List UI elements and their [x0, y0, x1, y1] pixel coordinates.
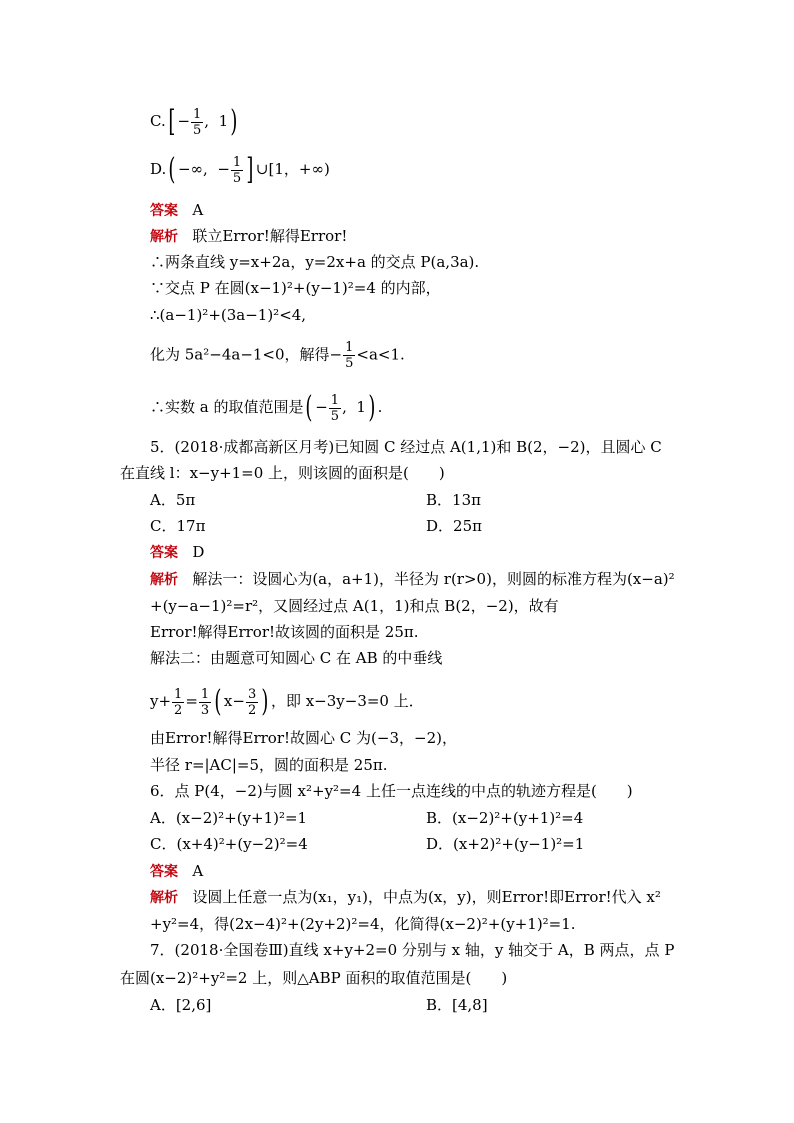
q6-option-b: B．(x−2)²+(y+1)²=4: [426, 809, 584, 827]
q5-option-b: B．13π: [426, 491, 481, 509]
q5-analysis-6: 由Error!解得Error!故圆心 C 为(−3，−2)，: [150, 729, 457, 747]
analysis-label: 解析: [150, 890, 178, 906]
q7-stem-1: 7．(2018·全国卷Ⅲ)直线 x+y+2=0 分别与 x 轴，y 轴交于 A，B 两点，点 P: [150, 941, 675, 959]
q5-analysis-7: 半径 r=|AC|=5，圆的面积是 25π.: [150, 756, 388, 774]
q4-analysis-4: ∴(a−1)²+(3a−1)²<4,: [150, 306, 307, 324]
q5-analysis-2: +(y−a−1)²=r²，又圆经过点 A(1，1)和点 B(2，−2)，故有: [150, 597, 559, 615]
q5-option-d: D．25π: [426, 517, 482, 535]
q5-analysis-4: 解法二：由题意可知圆心 C 在 AB 的中垂线: [150, 649, 443, 667]
analysis-label: 解析: [150, 229, 178, 245]
q6-option-a: A．(x−2)²+(y+1)²=1: [150, 809, 308, 827]
q4-analysis-3: ∵交点 P 在圆(x−1)²+(y−1)²=4 的内部，: [150, 279, 441, 297]
q6-option-d: D．(x+2)²+(y−1)²=1: [426, 835, 585, 853]
q5-analysis-3: Error!解得Error!故该圆的面积是 25π.: [150, 623, 419, 641]
q4-answer: 答案 A: [150, 201, 204, 219]
q6-stem: 6．点 P(4，−2)与圆 x²+y²=4 上任一点连线的中点的轨迹方程是( ): [150, 782, 633, 800]
q6-answer: 答案 A: [150, 862, 204, 880]
q6-analysis-2: +y²=4，得(2x−4)²+(2y+2)²=4，化简得(x−2)²+(y+1)²=1.: [150, 915, 576, 933]
q4-option-c: C.[ − $\frac{1}{5}$ , 1): [150, 104, 238, 139]
q7-option-a: A．[2,6]: [150, 996, 212, 1014]
analysis-label: 解析: [150, 572, 178, 588]
q5-stem-2: 在直线 l：x−y+1=0 上，则该圆的面积是( ): [120, 464, 445, 482]
answer-label: 答案: [150, 545, 178, 561]
q4-option-d: D.( −∞, − $\frac{1}{5}$ ] ∪[1，+∞): [150, 152, 330, 187]
q7-option-b: B．[4,8]: [426, 996, 488, 1014]
q4-analysis-1: 解析 联立Error!解得Error!: [150, 227, 348, 245]
answer-label: 答案: [150, 203, 178, 219]
q4-analysis-2: ∴两条直线 y=x+2a，y=2x+a 的交点 P(a,3a).: [150, 253, 480, 271]
q5-answer: 答案 D: [150, 543, 205, 561]
q5-option-a: A．5π: [150, 491, 196, 509]
q5-stem-1: 5．(2018·成都高新区月考)已知圆 C 经过点 A(1,1)和 B(2，−2)，且圆心 C: [150, 438, 662, 456]
q7-stem-2: 在圆(x−2)²+y²=2 上，则△ABP 面积的取值范围是( ): [120, 969, 508, 987]
q4-analysis-6: ∴实数 a 的取值范围是( − $\frac{1}{5}$ , 1) .: [150, 390, 383, 425]
q4-analysis-5: 化为 5a²−4a−1<0，解得− $\frac{1}{5}$ <a<1.: [150, 340, 405, 371]
answer-label: 答案: [150, 864, 178, 880]
q6-analysis-1: 解析 设圆上任意一点为(x₁，y₁)，中点为(x，y)，则Error!即Error!代入 x²: [150, 888, 661, 906]
q5-analysis-1: 解析 解法一：设圆心为(a，a+1)，半径为 r(r>0)，则圆的标准方程为(x−a)²: [150, 570, 675, 588]
q5-analysis-5: y+ $\frac{1}{2}$ = $\frac{1}{3}$ ( x− $\frac{3}{2}$ ) ，即 x−3y−3=0 上．: [150, 684, 424, 719]
q5-option-c: C．17π: [150, 517, 206, 535]
q6-option-c: C．(x+4)²+(y−2)²=4: [150, 835, 308, 853]
